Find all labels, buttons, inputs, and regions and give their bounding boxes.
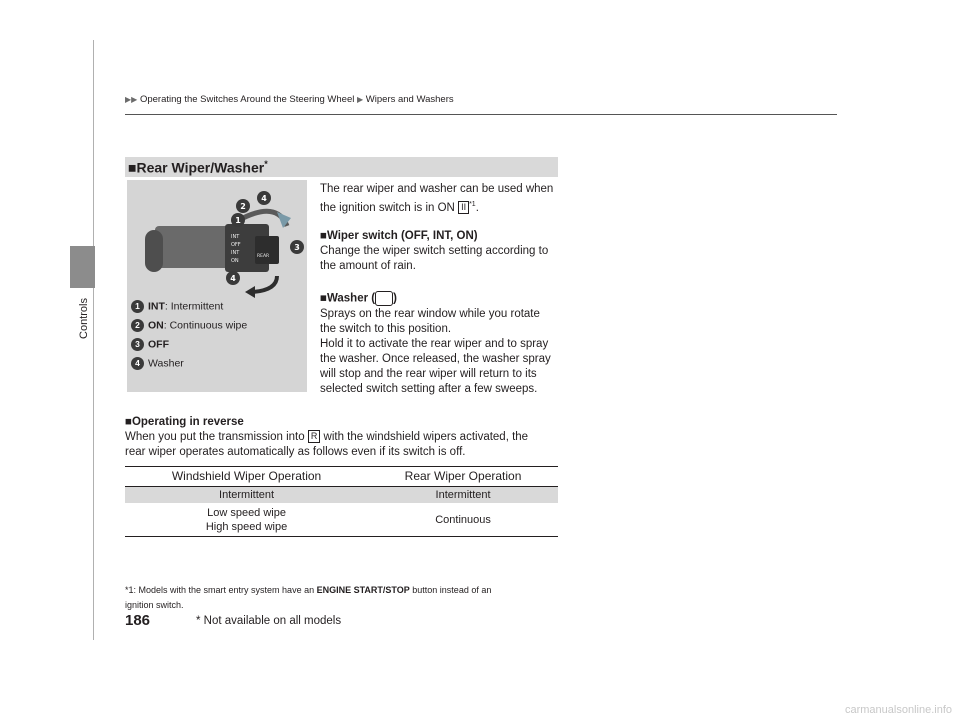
reverse-section: ■Operating in reverse When you put the transmission into R with the windshield wipers activated, the rear wiper operates automatically as follows even if its switch is off. — [125, 416, 529, 458]
callout-2 — [236, 199, 250, 213]
wiper-switch-section: ■Wiper switch (OFF, INT, ON) Change the wiper switch setting according to the amount of rain. — [320, 230, 549, 272]
availability-note: * Not available on all models — [196, 615, 342, 627]
square-bullet-icon: ■ — [125, 416, 132, 428]
breadcrumb-part2: Wipers and Washers — [365, 94, 454, 105]
svg-text:1: 1 — [235, 216, 241, 225]
intro-text: The rear wiper and washer can be used when the ignition switch is in ON II $^{*1}$. — [320, 183, 554, 214]
table-header: Windshield Wiper Operation — [125, 467, 368, 487]
stalk-label: INT — [231, 234, 240, 240]
legend-item: 2 ON: Continuous wipe — [131, 319, 247, 332]
legend-item: 1 INT: Intermittent — [131, 300, 223, 313]
chapter-label: Controls — [78, 298, 90, 339]
stalk-label: OFF — [231, 242, 241, 248]
breadcrumb — [125, 94, 454, 105]
callout-3 — [290, 240, 304, 254]
side-divider — [93, 40, 94, 640]
washer-icon — [375, 291, 393, 306]
header-rule — [125, 114, 837, 115]
section-title: ■Rear Wiper/Washer* — [128, 159, 268, 176]
table-header: Rear Wiper Operation — [368, 467, 558, 487]
washer-section: ■Washer ( ) Sprays on the rear window while you rotate the switch to this position. Hold it to activate the rear wiper and to spray the washer. Once released, the washer spray will stop and the rear wiper will return to its selected switch setting after a few sweeps. — [320, 292, 551, 395]
legend-item: 4 Washer — [131, 357, 184, 370]
square-bullet-icon: ■ — [320, 292, 327, 305]
footnote: *1: Models with the smart entry system have an ENGINE START/STOP button instead of an ignition switch. — [125, 585, 492, 610]
watermark: carmanualsonline.info — [844, 704, 952, 716]
stalk-label: ON — [231, 258, 239, 264]
table-row — [125, 503, 558, 537]
section-square-icon: ■ — [128, 159, 137, 176]
breadcrumb-part1: Operating the Switches Around the Steering Wheel — [139, 94, 355, 105]
page-number: 186 — [125, 612, 151, 629]
table-cell: Continuous — [368, 503, 558, 537]
chapter-tab — [70, 246, 95, 288]
legend-item: 3 OFF — [131, 338, 169, 351]
ignition-key-icon: II — [458, 201, 469, 214]
svg-text:3: 3 — [294, 243, 300, 252]
square-bullet-icon: ■ — [320, 230, 327, 242]
svg-text:4: 4 — [261, 194, 267, 203]
stalk-label: REAR — [257, 254, 270, 259]
svg-text:2: 2 — [240, 202, 246, 211]
breadcrumb-arrow-icon: ▶▶ — [125, 95, 138, 104]
table-cell: Intermittent — [125, 487, 368, 504]
stalk-label: INT — [231, 250, 240, 256]
table-row — [125, 487, 558, 504]
callout-4-top — [257, 191, 271, 205]
table-cell: Low speed wipe High speed wipe — [125, 503, 368, 537]
callout-4-bottom — [226, 271, 240, 285]
table-cell: Intermittent — [368, 487, 558, 504]
breadcrumb-arrow-icon: ▶ — [357, 95, 364, 104]
svg-text:4: 4 — [230, 274, 236, 283]
callout-1 — [231, 213, 245, 227]
reverse-key-icon: R — [308, 430, 321, 443]
wiper-operation-table — [125, 466, 558, 537]
table-header-row — [125, 467, 558, 487]
